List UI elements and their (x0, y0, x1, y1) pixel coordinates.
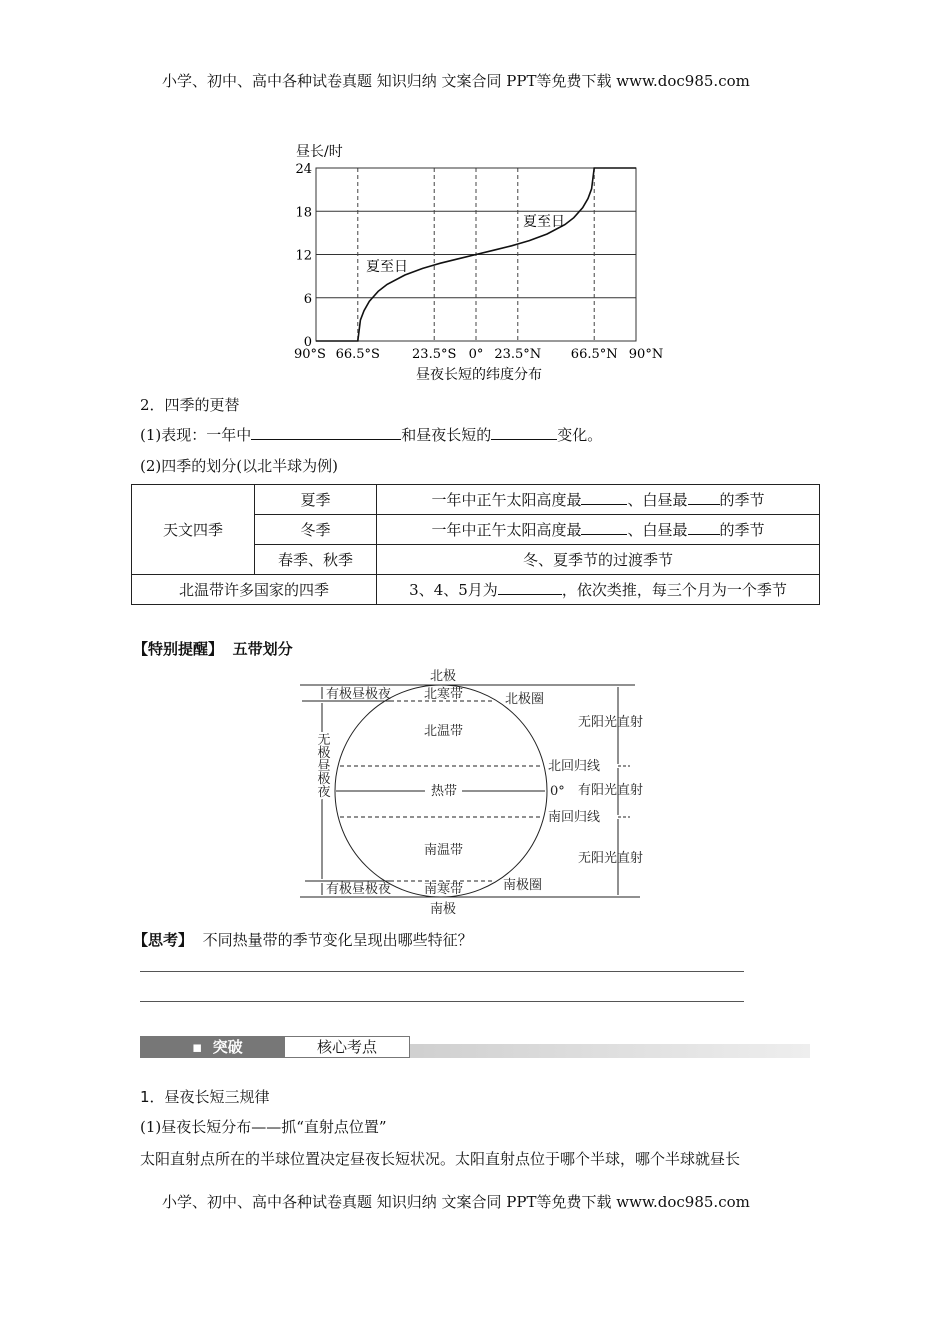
chart-title: 昼夜长短的纬度分布 (416, 367, 542, 383)
y-tick-label: 0 (303, 335, 312, 350)
page-header: 小学、初中、高中各种试卷真题 知识归纳 文案合同 PPT等免费下载 www.doc985.com (162, 72, 750, 90)
south-pole-label: 南极 (430, 902, 457, 917)
label: 无阳光直射 (578, 851, 644, 866)
desc-cell: 冬、夏季节的过渡季节 (377, 545, 820, 575)
y-axis-label: 昼长/时 (296, 144, 343, 160)
section3-body: 太阳直射点所在的半球位置决定昼夜长短状况。太阳直射点位于哪个半球，哪个半球就昼长 (140, 1150, 741, 1168)
x-tick-label: 0° (468, 347, 484, 362)
label-cell: 北温带许多国家的四季 (132, 575, 377, 605)
label: 南温带 (424, 843, 464, 858)
text: 变化。 (557, 426, 603, 444)
x-tick-label: 66.5°S (335, 347, 380, 362)
section-banner (140, 1036, 810, 1058)
label: 热带 (431, 784, 458, 799)
answer-line (140, 1001, 744, 1002)
text: 和昼夜长短的 (401, 426, 492, 444)
group-cell: 天文四季 (132, 485, 255, 575)
line-2: (2)四季的划分(以北半球为例) (140, 457, 338, 475)
desc-cell: 一年中正午太阳高度最 、白昼最 的季节 (377, 485, 820, 515)
section-title: 2．四季的更替 (140, 396, 240, 414)
section3-sub: (1)昼夜长短分布——抓“直射点位置” (140, 1118, 387, 1136)
label: 北回归线 (548, 759, 601, 774)
text: (1)表现：一年中 (140, 426, 252, 444)
label: 0° (550, 784, 565, 799)
desc-cell: 一年中正午太阳高度最 、白昼最 的季节 (377, 515, 820, 545)
label: 北温带 (424, 724, 464, 739)
label: 南回归线 (548, 810, 601, 825)
label: 有极昼极夜 (326, 882, 392, 897)
answer-line (140, 971, 744, 972)
north-pole-label: 北极 (430, 669, 457, 684)
label: 北寒带 (424, 687, 464, 702)
label: 南极圈 (503, 878, 543, 893)
reminder: 【特别提醒】 五带划分 (133, 640, 293, 658)
no-polar-label: 无极昼极夜 (314, 732, 330, 798)
think: 【思考】 不同热量带的季节变化呈现出哪些特征？ (133, 931, 473, 949)
season-cell: 春季、秋季 (255, 545, 377, 575)
x-tick-label: 90°S (294, 347, 326, 362)
y-tick-label: 6 (303, 291, 312, 307)
label: 南寒带 (424, 882, 464, 897)
label: 有阳光直射 (578, 783, 644, 798)
y-tick-label: 18 (295, 205, 312, 221)
x-tick-label: 23.5°N (494, 347, 542, 362)
x-tick-label: 66.5°N (570, 347, 618, 362)
label: 无阳光直射 (578, 715, 644, 730)
y-tick-label: 24 (295, 162, 312, 177)
annotation: 夏至日 (523, 214, 565, 230)
x-tick-label: 90°N (628, 347, 664, 362)
annotation: 夏至日 (366, 259, 408, 275)
x-tick-label: 23.5°S (412, 347, 457, 362)
banner-left: ▪ 突破 (140, 1036, 284, 1058)
season-cell: 夏季 (255, 485, 377, 515)
banner-right: 核心考点 (284, 1036, 410, 1058)
y-tick-label: 12 (295, 248, 312, 264)
label: 北极圈 (505, 692, 545, 707)
section3-title: 1．昼夜长短三规律 (140, 1088, 270, 1106)
season-cell: 冬季 (255, 515, 377, 545)
page-footer: 小学、初中、高中各种试卷真题 知识归纳 文案合同 PPT等免费下载 www.doc985.com (162, 1193, 750, 1211)
label: 有极昼极夜 (326, 687, 392, 702)
desc-cell: 3、4、5月为 ，依次类推，每三个月为一个季节 (377, 575, 820, 605)
